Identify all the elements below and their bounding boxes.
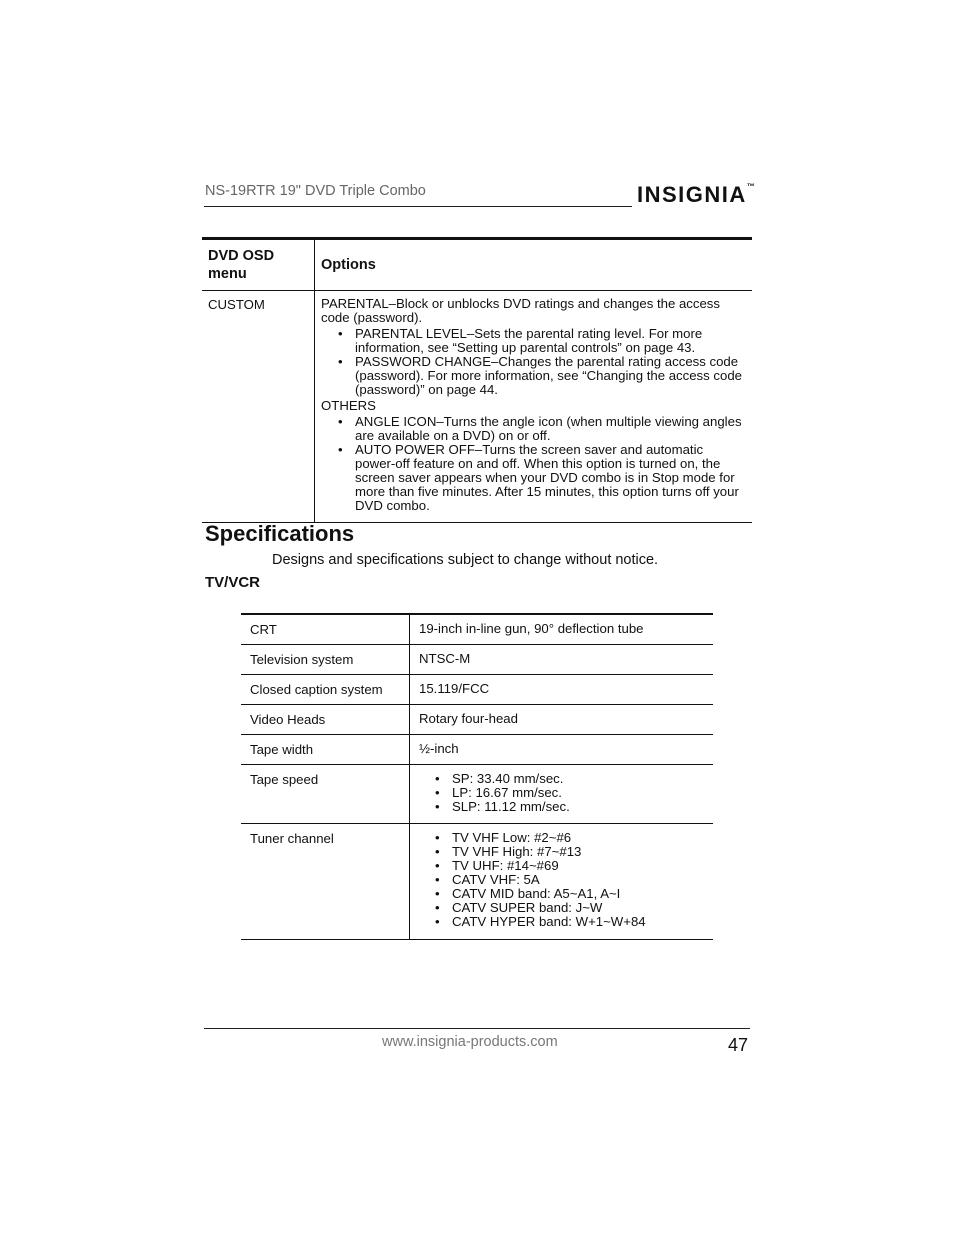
spec-label: Tuner channel (250, 831, 334, 846)
spec-value: NTSC-M (410, 645, 714, 675)
tape-speed-list (419, 772, 713, 814)
osd-header-options: Options (315, 239, 753, 291)
page-number: 47 (728, 1035, 749, 1055)
list-item: • TV VHF High: #7~#13 (452, 845, 713, 859)
list-item: • PARENTAL LEVEL–Sets the parental rating level. For more information, see “Setting up parental controls” on page 43. (355, 327, 744, 355)
insignia-logo (637, 182, 755, 208)
parental-intro: PARENTAL–Block or unblocks DVD ratings and changes the access code (password). (321, 296, 720, 325)
osd-header-menu: DVD OSD menu (208, 248, 275, 282)
spec-value: Rotary four-head (410, 705, 714, 735)
footer-rule (204, 1028, 750, 1029)
parental-list (321, 327, 744, 397)
osd-menu-cell: CUSTOM (208, 297, 265, 312)
list-item: • TV UHF: #14~#69 (452, 859, 713, 873)
spec-label: Television system (250, 652, 354, 667)
spec-label: Video Heads (250, 712, 326, 727)
list-item: • LP: 16.67 mm/sec. (452, 786, 713, 800)
tv-vcr-spec-table (241, 613, 713, 940)
list-item: • TV VHF Low: #2~#6 (452, 831, 713, 845)
list-item: • SP: 33.40 mm/sec. (452, 772, 713, 786)
table-row (241, 705, 713, 735)
list-item: • CATV VHF: 5A (452, 873, 713, 887)
table-row (241, 765, 713, 824)
specifications-heading: Specifications (205, 521, 355, 546)
dvd-osd-table (202, 237, 752, 523)
specifications-note: Designs and specifications subject to change without notice. (272, 552, 659, 568)
spec-label: Tape width (250, 742, 314, 757)
list-item: • CATV SUPER band: J~W (452, 901, 713, 915)
table-row (241, 645, 713, 675)
list-item: • SLP: 11.12 mm/sec. (452, 800, 713, 814)
tv-vcr-heading: TV/VCR (205, 574, 261, 591)
list-item: • CATV MID band: A5~A1, A~I (452, 887, 713, 901)
list-item: • ANGLE ICON–Turns the angle icon (when multiple viewing angles are available on a DVD) on or off. (355, 415, 744, 443)
list-item: • CATV HYPER band: W+1~W+84 (452, 915, 713, 929)
spec-value: ½-inch (410, 735, 714, 765)
list-item: • AUTO POWER OFF–Turns the screen saver and automatic power-off feature on and off. When this option is turned on, the screen saver appears when your DVD combo is in Stop mode for more than five minutes. After 15 minutes, this option turns off your DVD combo. (355, 443, 744, 513)
spec-label: Tape speed (250, 772, 319, 787)
list-item: • PASSWORD CHANGE–Changes the parental rating access code (password). For more information, see “Changing the access code (password)” on page 44. (355, 355, 744, 397)
osd-table-header-row (202, 239, 752, 291)
spec-value (410, 824, 714, 940)
spec-label: CRT (250, 622, 277, 637)
header-rule (204, 206, 632, 207)
table-row (241, 824, 713, 940)
header-title: NS-19RTR 19" DVD Triple Combo (205, 183, 426, 199)
spec-value (410, 765, 714, 824)
spec-value: 15.119/FCC (410, 675, 714, 705)
others-label: OTHERS (321, 398, 376, 413)
table-row (241, 614, 713, 645)
tuner-channel-list (419, 831, 713, 929)
others-list (321, 415, 744, 513)
spec-label: Closed caption system (250, 682, 383, 697)
logo-text: INSIGNIA (637, 182, 747, 207)
footer-url[interactable]: www.insignia-products.com (382, 1034, 558, 1050)
table-row (241, 735, 713, 765)
spec-value: 19-inch in-line gun, 90° deflection tube (410, 614, 714, 645)
logo-trademark: ™ (746, 182, 755, 191)
table-row (241, 675, 713, 705)
osd-table-row (202, 291, 752, 523)
osd-options-cell (315, 291, 753, 523)
